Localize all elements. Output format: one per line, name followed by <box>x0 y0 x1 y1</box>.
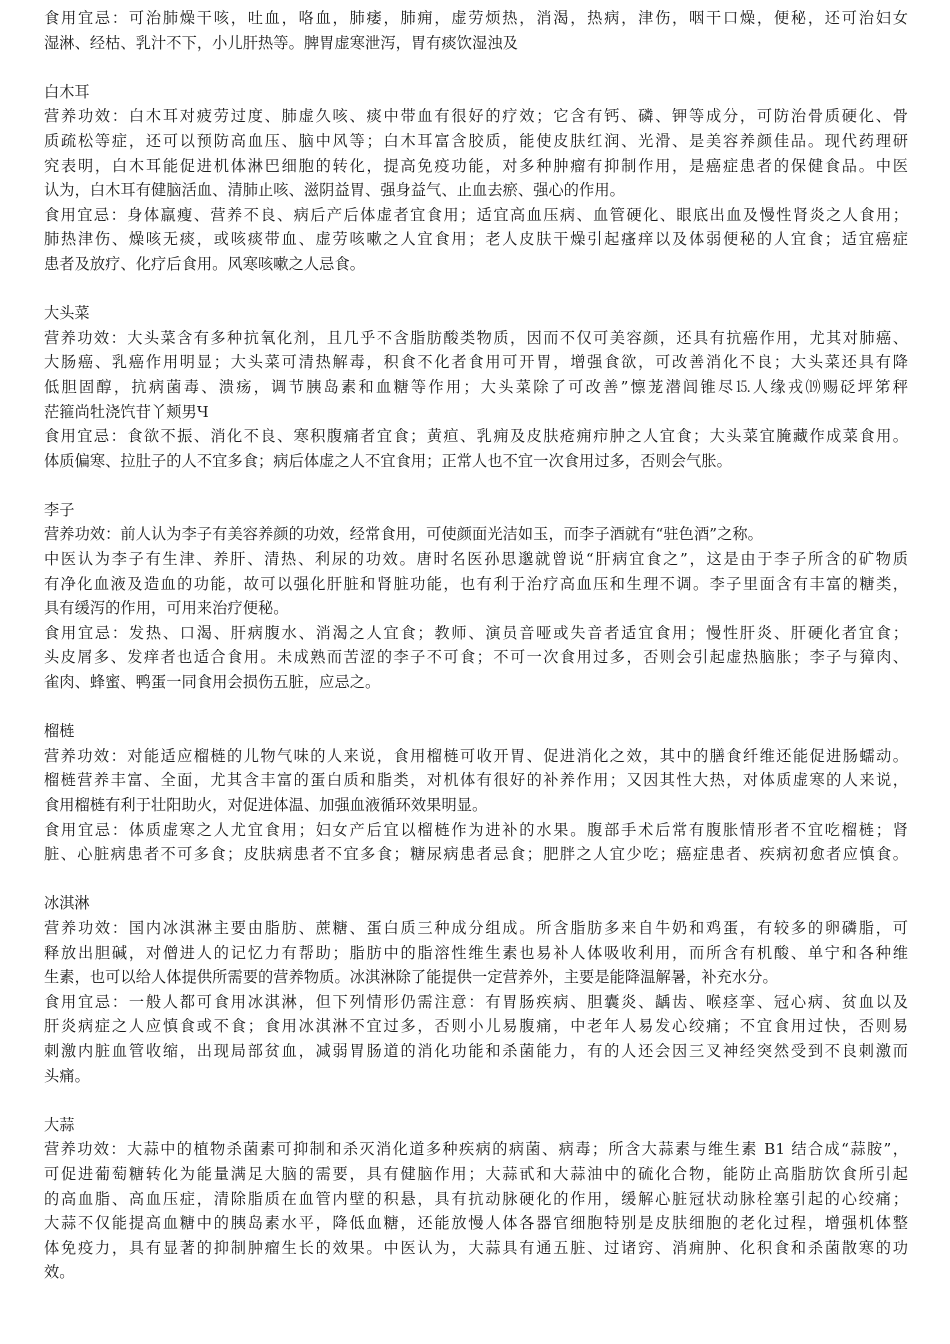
text-line: 效。 <box>44 1263 75 1282</box>
text-line: 具有缓泻的作用，可用来治疗便秘。 <box>44 599 289 618</box>
text-line: 食用宜忌：可治肺燥干咳，吐血，咯血，肺痿，肺痈，虚劳烦热，消渴，热病，津伤，咽干口燥，便秘，还可治妇女 <box>44 9 908 27</box>
text-line: 可促进葡萄糖转化为能量满足大脑的需要，具有健脑作用；大蒜甙和大蒜油中的硫化合物，能防止高脂肪饮食所引起 <box>44 1164 908 1183</box>
text-line: 食用宜忌：食欲不振、消化不良、寒积腹痛者宜食；黄疸、乳痈及皮肤疮痈疖肿之人宜食；大头菜宜腌藏作成菜食用。 <box>44 427 908 446</box>
text-line: 头皮屑多、发痒者也适合食用。未成熟而苦涩的李子不可食；不可一次食用过多，否则会引起虚热脑胀；李子与獐肉、 <box>44 648 908 667</box>
text-line: 究表明，白木耳能促进机体淋巴细胞的转化，提高免疫功能，对多种肿瘤有抑制作用，是癌症患者的保健食品。中医 <box>44 156 908 175</box>
section-title: 冰淇淋 <box>44 894 90 913</box>
text-line: 大肠癌、乳癌作用明显；大头菜可清热解毒，积食不化者食用可开胃，增强食欲，可改善消化不良；大头菜还具有降 <box>44 353 908 372</box>
text-line: 食用宜忌：发热、口渴、肝病腹水、消渴之人宜食；教师、演员音哑或失音者适宜食用；慢性肝炎、肝硬化者宜食； <box>44 623 908 642</box>
section-title: 白木耳 <box>44 82 90 101</box>
text-line: 肝炎病症之人应慎食或不食；食用冰淇淋不宜过多，否则小儿易腹痛，中老年人易发心绞痛；不宜食用过快，否则易 <box>44 1017 908 1036</box>
text-line: 营养功效：前人认为李子有美容养颜的功效，经常食用，可使颜面光洁如玉，而李子酒就有“驻色酒”之称。 <box>44 525 763 544</box>
text-line: 大蒜不仅能提高血糖中的胰岛素水平，降低血糖，还能放慢人体各器官细胞特别是皮肤细胞的老化过程，增强机体整 <box>44 1214 908 1233</box>
section-title: 大蒜 <box>44 1115 75 1134</box>
text-line: 雀肉、蜂蜜、鸭蛋一同食用会损伤五脏，应忌之。 <box>44 673 381 692</box>
text-line: 体质偏寒、拉肚子的人不宜多食；病后体虚之人不宜食用；正常人也不宜一次食用过多，否则会气胀。 <box>44 451 732 470</box>
text-line: 食用宜忌：体质虚寒之人尤宜食用；妇女产后宜以榴梿作为进补的水果。腹部手术后常有腹胀情形者不宜吃榴梿；肾 <box>44 820 908 839</box>
text-line: 食用榴梿有利于壮阳助火，对促进体温、加强血液循环效果明显。 <box>44 796 488 814</box>
text-line: 榴梿营养丰富、全面，尤其含丰富的蛋白质和脂类，对机体有很好的补养作用；又因其性大热，对体质虚寒的人来说， <box>44 771 908 790</box>
intro-block <box>44 6 908 55</box>
section-bing-qi-lin <box>44 891 908 1088</box>
section-bai-mu-er <box>44 80 908 277</box>
section-li-zi <box>44 498 908 695</box>
text-line: 肺热津伤、燥咳无痰，或咳痰带血、虚劳咳嗽之人宜食用；老人皮肤干燥引起瘙痒以及体弱便秘的人宜食；适宜癌症 <box>44 230 908 249</box>
document-page <box>44 6 908 1285</box>
text-line: 湿淋、经枯、乳汁不下，小儿肝热等。脾胃虚寒泄泻，胃有痰饮湿浊及 <box>44 33 518 52</box>
text-line: 食用宜忌：身体羸瘦、营养不良、病后产后体虚者宜食用；适宜高血压病、血管硬化、眼底出血及慢性肾炎之人食用； <box>44 205 908 224</box>
section-title: 榴梿 <box>44 722 75 741</box>
text-line: 营养功效：白木耳对疲劳过度、肺虚久咳、痰中带血有很好的疗效；它含有钙、磷、钾等成分，可防治骨质硬化、骨 <box>44 107 908 126</box>
text-line: 茫箍尚牡浇饩苷丫颊男Ч <box>44 402 209 421</box>
section-title: 李子 <box>44 500 75 519</box>
section-da-tou-cai <box>44 301 908 473</box>
text-line: 刺激内脏血管收缩，出现局部贫血，减弱胃肠道的消化功能和杀菌能力，有的人还会因三叉神经突然受到不良刺激而 <box>44 1041 908 1060</box>
text-line: 低胆固醇，抗病菌毒、溃疡，调节胰岛素和血糖等作用；大头菜除了可改善”懔茏潜闾锥尽⒖人缘戎⒆赐砭坪笫秤 <box>44 377 908 396</box>
text-line: 体免疫力，具有显著的抑制肿瘤生长的效果。中医认为，大蒜具有通五脏、过诸窍、消痈肿、化积食和杀菌散寒的功 <box>44 1238 908 1257</box>
text-line: 脏、心脏病患者不可多食；皮肤病患者不宜多食；糖尿病患者忌食；肥胖之人宜少吃；癌症患者、疾病初愈者应慎食。 <box>44 845 908 864</box>
section-liu-lian <box>44 719 908 867</box>
text-line: 营养功效：对能适应榴梿的儿物气味的人来说，食用榴梿可收开胃、促进消化之效，其中的膳食纤维还能促进肠蠕动。 <box>44 746 908 765</box>
text-line: 营养功效：大蒜中的植物杀菌素可抑制和杀灭消化道多种疾病的病菌、病毒；所含大蒜素与维生素 B1 结合成“蒜胺”， <box>44 1140 908 1159</box>
text-line: 中医认为李子有生津、养肝、清热、利尿的功效。唐时名医孙思邈就曾说“肝病宜食之”，这是由于李子所含的矿物质 <box>44 550 908 569</box>
section-title: 大头菜 <box>44 304 90 323</box>
text-line: 患者及放疗、化疗后食用。风寒咳嗽之人忌食。 <box>44 254 366 273</box>
text-line: 生素，也可以给人体提供所需要的营养物质。冰淇淋除了能提供一定营养外，主要是能降温解暑，补充水分。 <box>44 968 778 987</box>
text-line: 认为，白木耳有健脑活血、清肺止咳、滋阴益胃、强身益气、止血去瘀、强心的作用。 <box>44 181 625 200</box>
text-line: 营养功效：大头菜含有多种抗氧化剂，且几乎不含脂肪酸类物质，因而不仅可美容颜，还具有抗癌作用，尤其对肺癌、 <box>44 328 908 347</box>
text-line: 头痛。 <box>44 1066 90 1085</box>
text-line: 营养功效：国内冰淇淋主要由脂肪、蔗糖、蛋白质三种成分组成。所含脂肪多来自牛奶和鸡蛋，有较多的卵磷脂，可 <box>44 918 908 937</box>
text-line: 有净化血液及造血的功能，故可以强化肝脏和肾脏功能，也有利于治疗高血压和生理不调。李子里面含有丰富的糖类， <box>44 574 908 593</box>
text-line: 质疏松等症，还可以预防高血压、脑中风等；白木耳富含胶质，能使皮肤红润、光滑、是美容养颜佳品。现代药理研 <box>44 131 908 150</box>
text-line: 释放出胆碱，对僧进人的记忆力有帮助；脂肪中的脂溶性维生素也易补人体吸收利用，而所含有机酸、单宁和各种维 <box>44 943 908 962</box>
text-line: 的高血脂、高血压症，清除脂质在血管内壁的积悬，具有抗动脉硬化的作用，缓解心脏冠状动脉栓塞引起的心绞痛； <box>44 1189 908 1208</box>
section-da-suan <box>44 1113 908 1285</box>
text-line: 食用宜忌：一般人都可食用冰淇淋，但下列情形仍需注意：有胃肠疾病、胆囊炎、龋齿、喉痉挛、冠心病、贫血以及 <box>44 992 908 1011</box>
